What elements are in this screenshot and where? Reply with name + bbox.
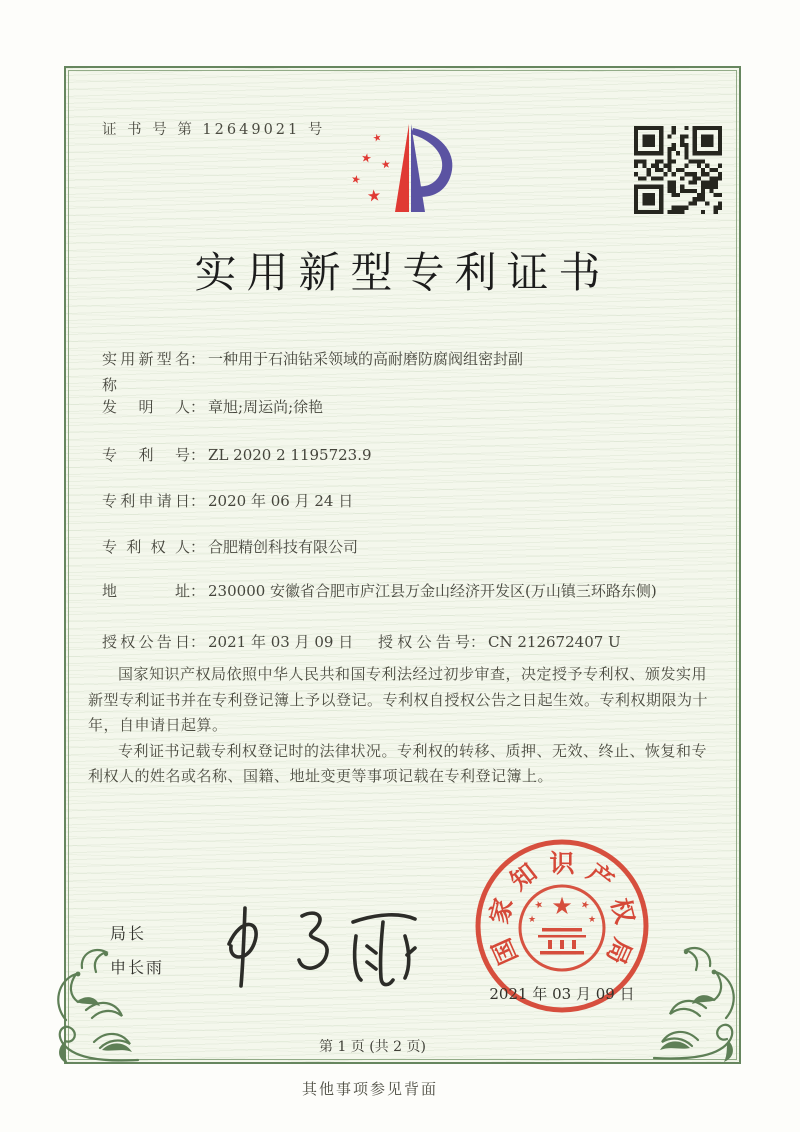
- seal-ring-char: 家: [484, 895, 519, 927]
- field-value: 2020 年 06 月 24 日: [208, 492, 354, 510]
- field-row-address: [102, 578, 702, 604]
- field-colon: ：: [190, 446, 206, 464]
- logo-star-icon: ★: [380, 157, 392, 172]
- field-label: 专利权人: [102, 538, 190, 556]
- legal-text-block: [88, 662, 718, 790]
- field-value: CN 212672407 U: [488, 633, 621, 651]
- field-colon: ：: [190, 538, 206, 556]
- field-row-name: [102, 346, 702, 398]
- seal-ring-char: 权: [605, 895, 640, 927]
- field-label: 专利号: [102, 446, 190, 464]
- logo-star-icon: ★: [349, 172, 363, 187]
- legal-paragraph: 专利证书记载专利权登记时的法律状况。专利权的转移、质押、无效、终止、恢复和专利权人的姓名或名称、国籍、地址变更等事项记载在专利登记簿上。: [88, 741, 708, 785]
- field-colon: ：: [190, 582, 206, 600]
- seal-ring-char: 国: [486, 934, 524, 969]
- field-colon: ：: [190, 492, 206, 510]
- certificate-border-frame: [64, 66, 741, 1064]
- logo-star-icon: ★: [365, 185, 383, 206]
- field-label: 发明人: [102, 398, 190, 416]
- logo-p-mark: [347, 118, 469, 222]
- field-label: 专利申请日: [102, 492, 190, 510]
- seal-ring-char: 知: [504, 857, 543, 896]
- certificate-title: 实用新型专利证书: [194, 248, 611, 297]
- field-colon: ：: [470, 633, 486, 651]
- field-colon: ：: [190, 633, 206, 651]
- seal-ring-char: 识: [549, 849, 575, 878]
- svg-text:★: ★: [527, 915, 537, 925]
- legal-paragraph: 国家知识产权局依照中华人民共和国专利法经过初步审查，决定授予专利权、颁发实用新型专利证书并在专利登记簿上予以登记。专利权自授权公告之日起生效。专利权期限为十年，自申请日起算。: [88, 665, 709, 734]
- svg-text:★: ★: [578, 898, 591, 912]
- field-label: 实用新型名称: [102, 350, 190, 394]
- field-row-patentee: [102, 534, 702, 560]
- field-value: 230000 安徽省合肥市庐江县万金山经济开发区(万山镇三环路东侧): [208, 582, 657, 600]
- page-number: 第 1 页 (共 2 页): [319, 1039, 426, 1055]
- field-label: 授权公告日: [102, 633, 190, 651]
- field-row-inventors: [102, 394, 702, 420]
- field-row-filing-date: [102, 488, 702, 514]
- svg-text:★: ★: [551, 892, 573, 920]
- field-pair-grant-number: [378, 629, 621, 655]
- back-side-note: 其他事项参见背面: [301, 1080, 438, 1098]
- svg-text:★: ★: [587, 915, 597, 925]
- field-row-grant-date: [102, 629, 702, 655]
- field-value: 合肥精创科技有限公司: [208, 538, 359, 556]
- field-label: 地址: [102, 582, 190, 600]
- field-row-patent-number: [102, 442, 702, 468]
- field-value: 一种用于石油钻采领域的高耐磨防腐阀组密封副: [208, 350, 524, 368]
- logo-star-icon: ★: [371, 132, 384, 145]
- field-value: ZL 2020 2 1195723.9: [208, 446, 372, 464]
- signer-title: 局长: [110, 924, 147, 943]
- field-value: 2021 年 03 月 09 日: [208, 633, 354, 651]
- field-colon: ：: [190, 350, 206, 368]
- signature-handwriting: [207, 892, 417, 992]
- field-label: 授权公告号: [378, 633, 470, 651]
- seal-ring-char: 局: [600, 934, 638, 969]
- field-colon: ：: [190, 398, 206, 416]
- cnipa-logo-icon: [347, 118, 469, 222]
- certificate-number: 证 书 号 第 12649021 号: [102, 122, 326, 138]
- seal-date: 2021 年 03 月 09 日: [489, 985, 635, 1003]
- seal-ring-char: 产: [581, 857, 620, 896]
- svg-text:★: ★: [533, 898, 546, 912]
- signer-name: 申长雨: [110, 958, 165, 977]
- qr-code: [634, 126, 722, 214]
- logo-star-icon: ★: [359, 150, 373, 166]
- field-value: 章旭;周运尚;徐艳: [208, 398, 324, 416]
